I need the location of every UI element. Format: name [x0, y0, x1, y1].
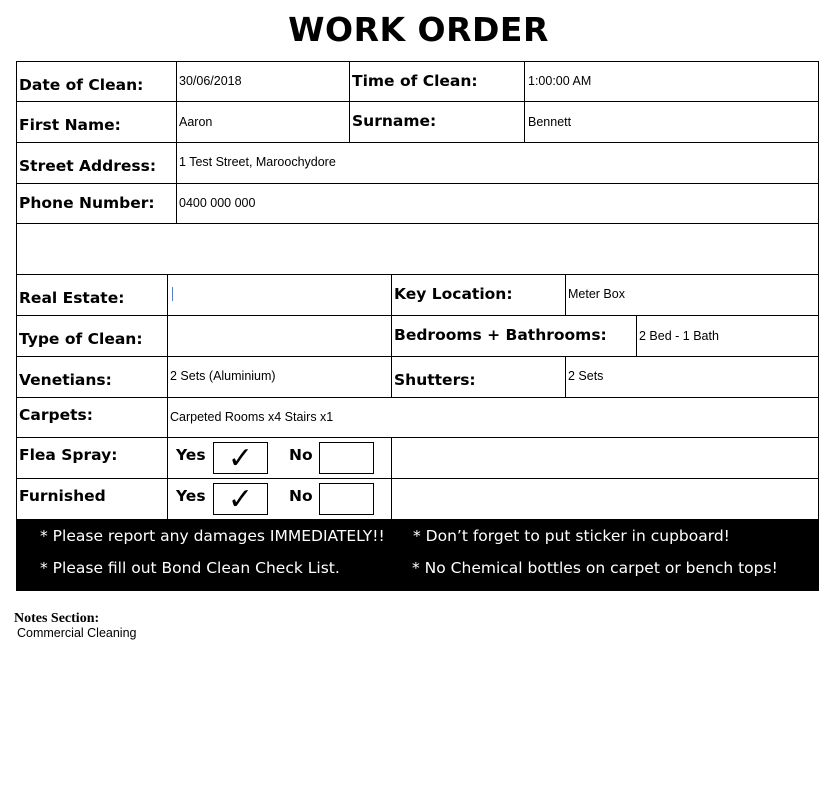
flea-yes-checkbox[interactable]: ✓: [213, 442, 268, 474]
phone-value: 0400 000 000: [179, 196, 256, 210]
venetians-value: 2 Sets (Aluminium): [170, 369, 276, 383]
date-time-row: [16, 61, 819, 102]
type-field[interactable]: [167, 316, 391, 356]
flea-yes-label: Yes: [176, 446, 206, 464]
work-order-form: [16, 61, 819, 520]
first-name-value: Aaron: [179, 115, 213, 129]
carpets-value: Carpeted Rooms x4 Stairs x1: [170, 410, 334, 424]
venetians-label: Venetians:: [19, 371, 112, 389]
date-value: 30/06/2018: [179, 74, 242, 88]
flea-no-checkbox[interactable]: [319, 442, 374, 474]
carpets-label: Carpets:: [19, 406, 93, 424]
phone-label: Phone Number:: [19, 194, 155, 212]
type-row: [16, 316, 819, 357]
flea-label: Flea Spray:: [19, 446, 118, 464]
carpets-row: [16, 398, 819, 438]
shutters-label: Shutters:: [394, 371, 476, 389]
time-value: 1:00:00 AM: [528, 74, 592, 88]
street-row: [16, 143, 819, 184]
furnished-row: [16, 479, 819, 520]
time-field[interactable]: [524, 62, 818, 101]
date-label: Date of Clean:: [19, 76, 144, 94]
key-location-field[interactable]: [565, 275, 818, 315]
text-cursor: [172, 287, 173, 301]
street-value: 1 Test Street, Maroochydore: [179, 155, 336, 169]
date-field[interactable]: [176, 62, 349, 101]
furnished-options: [167, 479, 391, 519]
flea-options: [167, 438, 391, 478]
flea-no-label: No: [289, 446, 313, 464]
bedrooms-field[interactable]: [636, 316, 818, 356]
shutters-field[interactable]: [565, 357, 818, 397]
banner-note-checklist: * Please fill out Bond Clean Check List.: [40, 559, 340, 577]
flea-row: [16, 438, 819, 479]
real-estate-label: Real Estate:: [19, 289, 125, 307]
furnished-yes-checkbox[interactable]: ✓: [213, 483, 268, 515]
surname-field[interactable]: [524, 102, 818, 142]
phone-row: [16, 184, 819, 224]
venetians-row: [16, 357, 819, 398]
first-name-field[interactable]: [176, 102, 349, 142]
surname-value: Bennett: [528, 115, 572, 129]
first-name-label: First Name:: [19, 116, 121, 134]
instructions-banner: [16, 520, 819, 591]
name-row: [16, 102, 819, 143]
time-label: Time of Clean:: [352, 72, 478, 90]
notes-label: Notes Section:: [14, 611, 100, 626]
furnished-no-label: No: [289, 487, 313, 505]
street-field[interactable]: [176, 143, 818, 183]
key-location-label: Key Location:: [394, 285, 513, 303]
furnished-no-checkbox[interactable]: [319, 483, 374, 515]
type-label: Type of Clean:: [19, 330, 143, 348]
real-estate-row: [16, 275, 819, 316]
furnished-yes-label: Yes: [176, 487, 206, 505]
furnished-label: Furnished: [19, 487, 106, 505]
blank-row: [16, 224, 819, 275]
key-location-value: Meter Box: [568, 287, 625, 301]
bedrooms-label: Bedrooms + Bathrooms:: [394, 326, 607, 344]
banner-note-chemicals: * No Chemical bottles on carpet or bench tops!: [412, 559, 778, 577]
carpets-field[interactable]: [167, 398, 818, 437]
banner-note-sticker: * Don’t forget to put sticker in cupboard!: [413, 527, 730, 545]
banner-note-damages: * Please report any damages IMMEDIATELY!!: [40, 527, 385, 545]
street-label: Street Address:: [19, 157, 157, 175]
shutters-value: 2 Sets: [568, 369, 604, 383]
page-title: WORK ORDER: [288, 10, 549, 49]
real-estate-field[interactable]: [167, 275, 391, 315]
surname-label: Surname:: [352, 112, 437, 130]
venetians-field[interactable]: [167, 357, 391, 397]
notes-text[interactable]: Commercial Cleaning: [17, 626, 137, 640]
phone-field[interactable]: [176, 184, 818, 223]
bedrooms-value: 2 Bed - 1 Bath: [639, 329, 719, 343]
